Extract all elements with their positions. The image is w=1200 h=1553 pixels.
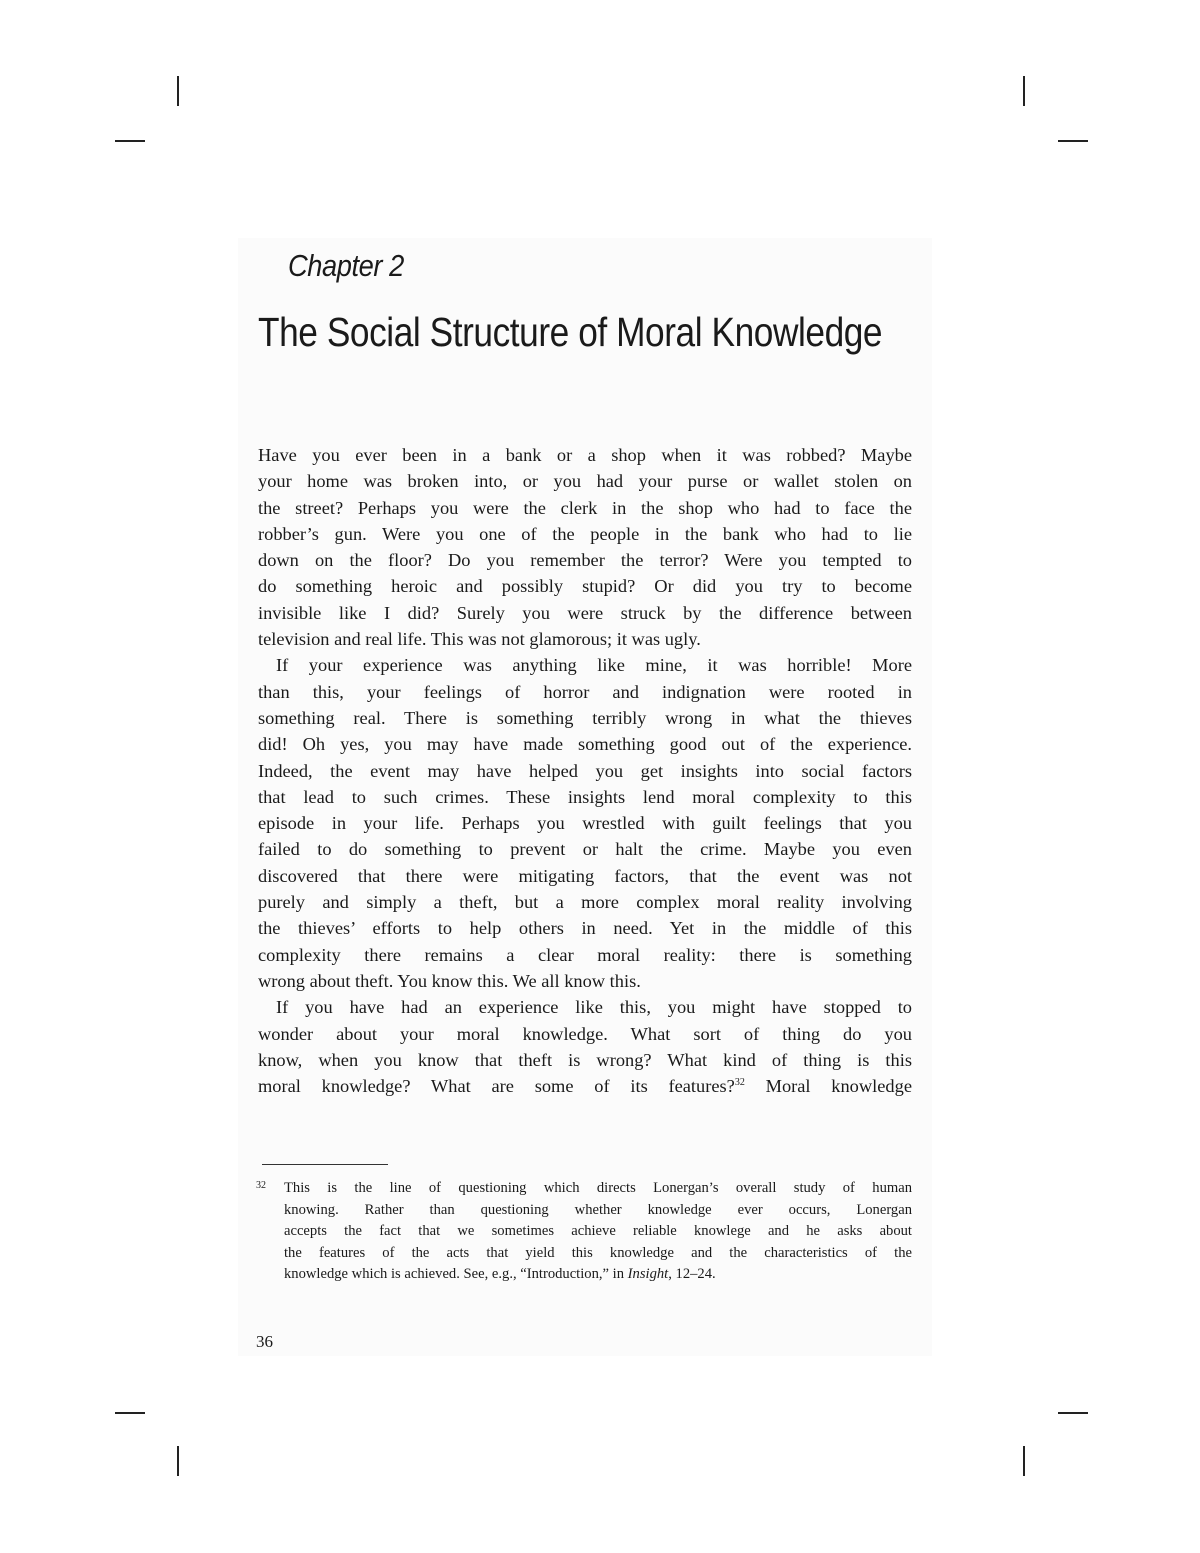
footnote-line: knowing. Rather than questioning whether knowledge ever occurs, Lonergan [284,1201,912,1218]
text-line: wrong about theft. You know this. We all know this. [258,970,641,991]
book-title: Insight [627,1266,669,1283]
text-line: the thieves’ efforts to help others in need. Yet in the middle of this [258,918,912,939]
crop-mark-top-left-vertical [177,76,179,106]
text-line: did! Oh yes, you may have made something good out of the experience. [258,734,912,755]
footnote-reference[interactable]: 32 [734,1077,745,1089]
crop-mark-top-right-vertical [1023,76,1025,106]
chapter-title: The Social Structure of Moral Knowledge [258,309,883,355]
text-line: do something heroic and possibly stupid? Or did you try to become [258,576,912,597]
paragraph [258,652,912,994]
footnote-number: 32 [256,1180,266,1191]
footnote-divider [262,1164,388,1165]
crop-mark-bottom-right-vertical [1023,1446,1025,1476]
crop-mark-top-left-horizontal [115,140,145,142]
text-line: television and real life. This was not glamorous; it was ugly. [258,629,701,650]
text-line: your home was broken into, or you had your purse or wallet stolen on [258,471,912,492]
text-line: Have you ever been in a bank or a shop when it was robbed? Maybe [258,445,912,465]
text-line [258,1073,912,1099]
footnote-line: the features of the acts that yield this knowledge and the characteristics of the [284,1244,912,1261]
text-line: discovered that there were mitigating factors, that the event was not [258,865,912,886]
footnote-line: accepts the fact that we sometimes achieve reliable knowlege and he asks about [284,1223,912,1240]
text-line: Indeed, the event may have helped you get insights into social factors [258,760,912,781]
text-line: If your experience was anything like mine, it was horrible! More [276,655,912,676]
text-line: invisible like I did? Surely you were struck by the difference between [258,602,912,623]
text-span: moral knowledge? What are some of its features? [258,1076,735,1097]
text-line: something real. There is something terribly wrong in what the thieves [258,707,912,728]
text-line: than this, your feelings of horror and indignation were rooted in [258,681,912,702]
text-span: , 12–24. [668,1266,716,1283]
text-line: episode in your life. Perhaps you wrestled with guilt feelings that you [258,813,912,834]
paragraph [258,994,912,1099]
page-number: 36 [256,1332,273,1351]
text-line: wonder about your moral knowledge. What sort of thing do you [258,1023,912,1044]
text-line: know, when you know that theft is wrong? What kind of thing is this [258,1049,912,1070]
crop-mark-top-right-horizontal [1058,140,1088,142]
text-span: knowledge which is achieved. See, e.g., “Introduction,” in [284,1266,628,1283]
text-line: down on the floor? Do you remember the terror? Were you tempted to [258,550,912,571]
body-text [258,442,912,1099]
text-line: purely and simply a theft, but a more complex moral reality involving [258,892,912,913]
crop-mark-bottom-left-horizontal [115,1412,145,1414]
text-span: Moral knowledge [744,1076,912,1097]
text-line: failed to do something to prevent or halt the crime. Maybe you even [258,839,912,860]
footnote-line: This is the line of questioning which directs Lonergan’s overall study of human [284,1180,912,1196]
text-line: complexity there remains a clear moral reality: there is something [258,944,912,965]
text-line: robber’s gun. Were you one of the people in the bank who had to lie [258,523,912,544]
footnote [256,1178,912,1286]
crop-mark-bottom-left-vertical [177,1446,179,1476]
chapter-label: Chapter 2 [288,248,404,283]
text-line: If you have had an experience like this, you might have stopped to [276,997,912,1018]
footnote-line [284,1264,912,1286]
text-line: that lead to such crimes. These insights lend moral complexity to this [258,786,912,807]
footnote-text [284,1178,912,1286]
crop-mark-bottom-right-horizontal [1058,1412,1088,1414]
text-line: the street? Perhaps you were the clerk in the shop who had to face the [258,497,912,518]
paragraph [258,442,912,652]
